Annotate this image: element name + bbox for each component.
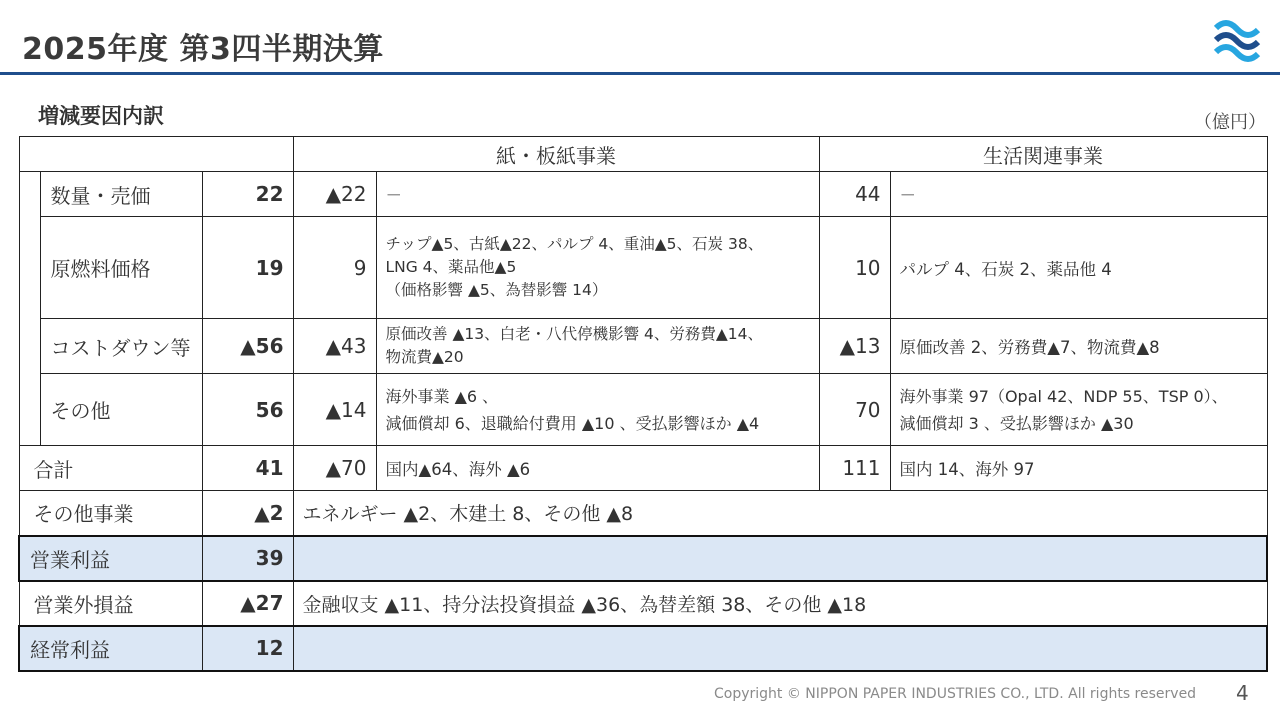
life-value: 70 — [819, 374, 890, 446]
paper-note: チップ▲5、古紙▲22、パルプ 4、重油▲5、石炭 38、 LNG 4、薬品他▲5 （価格影響 ▲5、為替影響 14） — [376, 217, 819, 319]
page-number: 4 — [1236, 681, 1249, 705]
table-row — [19, 374, 1267, 446]
other-business-note: エネルギー ▲2、木建土 8、その他 ▲8 — [293, 491, 1267, 536]
ordinary-profit-total: 12 — [202, 626, 293, 671]
paper-value: ▲22 — [293, 172, 376, 217]
non-operating-label: 営業外損益 — [19, 581, 202, 626]
life-note: 海外事業 97（Opal 42、NDP 55、TSP 0）、 減価償却 3 、受払影響ほか ▲30 — [890, 374, 1267, 446]
ordinary-profit-label: 経常利益 — [19, 626, 202, 671]
row-total: 22 — [202, 172, 293, 217]
operating-profit-row — [19, 536, 1267, 581]
subtotal-row — [19, 446, 1267, 491]
row-label: コストダウン等 — [40, 319, 202, 374]
non-operating-row — [19, 581, 1267, 626]
paper-note: 海外事業 ▲6 、 減価償却 6、退職給付費用 ▲10 、受払影響ほか ▲4 — [376, 374, 819, 446]
other-business-row — [19, 491, 1267, 536]
header-blank — [19, 137, 293, 172]
operating-profit-label: 営業利益 — [19, 536, 202, 581]
subtotal-label: 合計 — [19, 446, 202, 491]
row-label: 原燃料価格 — [40, 217, 202, 319]
header-paper-segment: 紙・板紙事業 — [293, 137, 819, 172]
life-note: 国内 14、海外 97 — [890, 446, 1267, 491]
row-total: ▲56 — [202, 319, 293, 374]
ordinary-profit-blank — [293, 626, 1267, 671]
header-life-segment: 生活関連事業 — [819, 137, 1267, 172]
life-value: 10 — [819, 217, 890, 319]
life-value: 44 — [819, 172, 890, 217]
paper-value: ▲70 — [293, 446, 376, 491]
company-logo-icon — [1212, 14, 1262, 64]
other-business-total: ▲2 — [202, 491, 293, 536]
section-title: 増減要因内訳 — [38, 104, 164, 128]
paper-value: ▲14 — [293, 374, 376, 446]
variance-table — [18, 136, 1268, 672]
other-business-label: その他事業 — [19, 491, 202, 536]
table-row — [19, 319, 1267, 374]
table-row — [19, 217, 1267, 319]
life-value: ▲13 — [819, 319, 890, 374]
subtotal-total: 41 — [202, 446, 293, 491]
row-total: 56 — [202, 374, 293, 446]
header-row — [19, 137, 1267, 172]
table-row — [19, 172, 1267, 217]
paper-note: － — [376, 172, 819, 217]
row-total: 19 — [202, 217, 293, 319]
row-label: その他 — [40, 374, 202, 446]
copyright-text: Copyright © NIPPON PAPER INDUSTRIES CO., LTD. All rights reserved — [714, 686, 1197, 702]
row-label: 数量・売価 — [40, 172, 202, 217]
operating-profit-total: 39 — [202, 536, 293, 581]
paper-value: ▲43 — [293, 319, 376, 374]
life-note: － — [890, 172, 1267, 217]
non-operating-note: 金融収支 ▲11、持分法投資損益 ▲36、為替差額 38、その他 ▲18 — [293, 581, 1267, 626]
life-note: 原価改善 2、労務費▲7、物流費▲8 — [890, 319, 1267, 374]
title-divider — [0, 72, 1280, 75]
life-value: 111 — [819, 446, 890, 491]
non-operating-total: ▲27 — [202, 581, 293, 626]
paper-note: 原価改善 ▲13、白老・八代停機影響 4、労務費▲14、 物流費▲20 — [376, 319, 819, 374]
page-title: 2025年度 第3四半期決算 — [22, 32, 384, 67]
life-note: パルプ 4、石炭 2、薬品他 4 — [890, 217, 1267, 319]
paper-value: 9 — [293, 217, 376, 319]
paper-note: 国内▲64、海外 ▲6 — [376, 446, 819, 491]
operating-profit-blank — [293, 536, 1267, 581]
ordinary-profit-row — [19, 626, 1267, 671]
unit-label: （億円） — [1194, 112, 1266, 133]
